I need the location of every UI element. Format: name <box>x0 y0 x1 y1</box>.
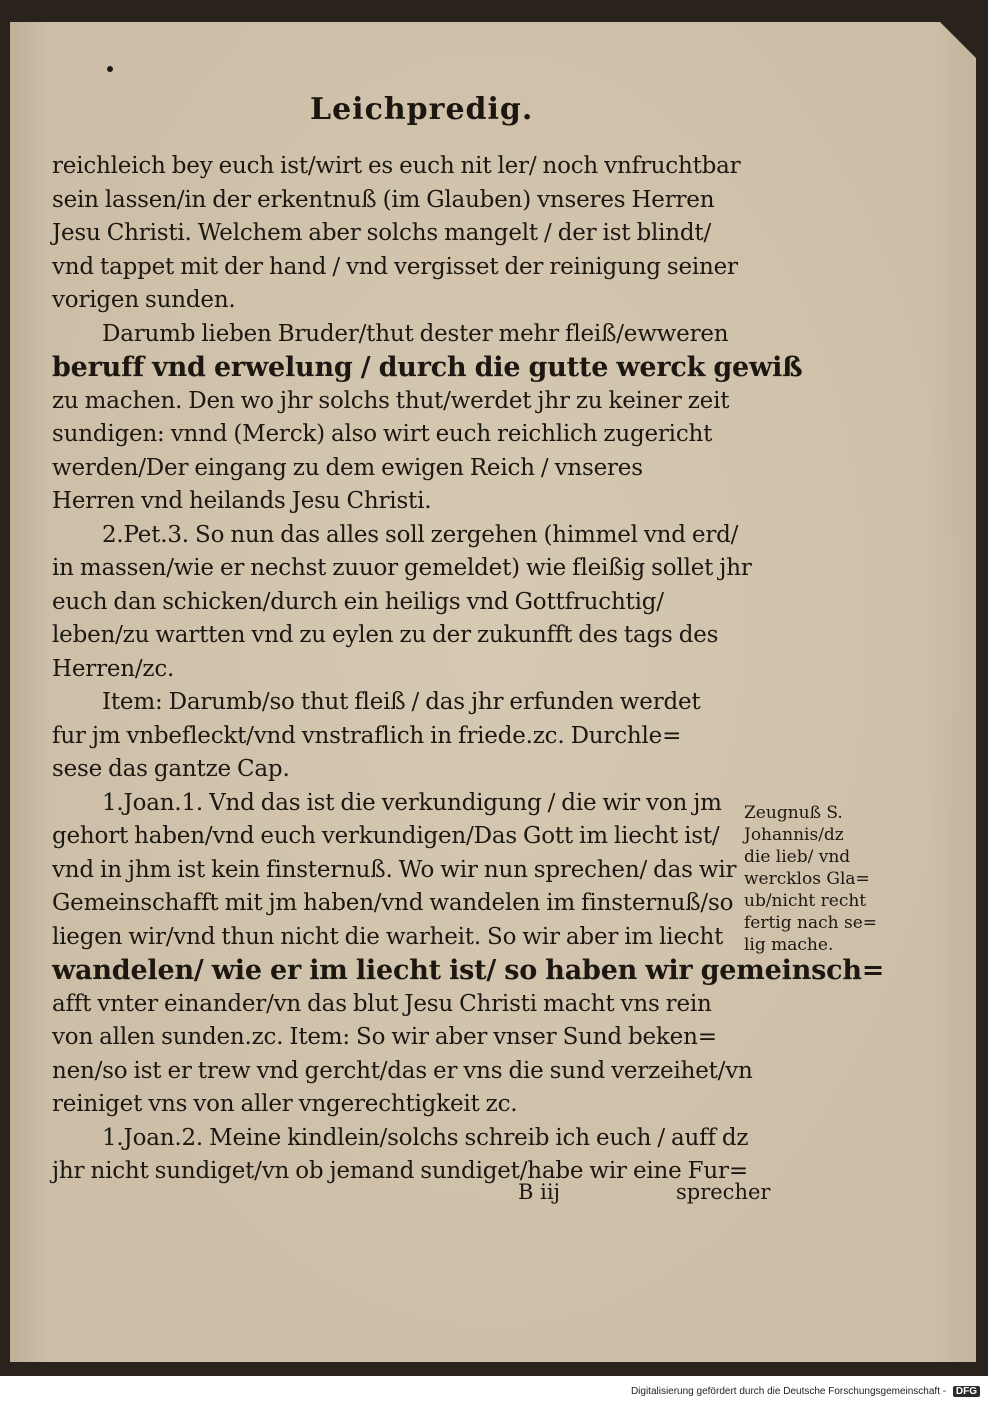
margin-note-line: wercklos Gla= <box>744 869 870 889</box>
margin-note-line: ub/nicht recht <box>744 891 867 911</box>
text-line: in massen/wie er nechst zuuor gemeldet) wie fleißig sollet jhr <box>52 555 752 581</box>
text-line: vorigen sunden. <box>52 287 236 313</box>
text-line: vnd in jhm ist kein finsternuß. Wo wir nun sprechen/ das wir <box>52 856 737 883</box>
text-line: leben/zu wartten vnd zu eylen zu der zukunfft des tags des <box>52 622 719 648</box>
margin-note-line: Johannis/dz <box>744 825 844 845</box>
text-line: sese das gantze Cap. <box>52 756 290 782</box>
text-line: afft vnter einander/vn das blut Jesu Christi macht vns rein <box>52 990 712 1017</box>
text-line: Herren vnd heilands Jesu Christi. <box>52 488 432 514</box>
text-line: euch dan schicken/durch ein heiligs vnd Gottfruchtig/ <box>52 588 664 615</box>
text-line: vnd tappet mit der hand / vnd vergisset der reinigung seiner <box>52 253 738 280</box>
text-line: Item: Darumb/so thut fleiß / das jhr erfunden werdet <box>102 689 701 715</box>
dfg-logo: DFG <box>953 1386 980 1397</box>
text-line: fur jm vnbefleckt/vnd vnstraflich in friede.zc. Durchle= <box>52 722 682 749</box>
text-line: 1.Joan.2. Meine kindlein/solchs schreib ich euch / auff dz <box>102 1124 749 1151</box>
footer-text: Digitalisierung gefördert durch die Deutsche Forschungsgemeinschaft - <box>630 1386 947 1397</box>
text-line: wandelen/ wie er im liecht ist/ so haben wir gemeinsch= <box>52 955 885 986</box>
ink-dot <box>107 66 113 72</box>
signature-mark: B iij <box>518 1180 561 1204</box>
text-line: Darumb lieben Bruder/thut dester mehr fleiß/ewweren <box>102 320 729 347</box>
text-line: nen/so ist er trew vnd gercht/das er vns die sund verzeihet/vn <box>52 1057 753 1084</box>
torn-corner <box>938 20 978 60</box>
margin-note-line: Zeugnuß S. <box>744 803 843 823</box>
text-line: 2.Pet.3. So nun das alles soll zergehen (himmel vnd erd/ <box>102 521 739 548</box>
text-line: werden/Der eingang zu dem ewigen Reich / vnseres <box>52 454 643 481</box>
text-line: von allen sunden.zc. Item: So wir aber vnser Sund beken= <box>52 1024 717 1050</box>
text-line: liegen wir/vnd thun nicht die warheit. So wir aber im liecht <box>52 923 724 950</box>
funding-footer <box>631 1386 980 1397</box>
text-line: Herren/zc. <box>52 655 175 682</box>
text-line: gehort haben/vnd euch verkundigen/Das Gott im liecht ist/ <box>52 823 720 849</box>
text-line: Jesu Christi. Welchem aber solchs mangelt / der ist blindt/ <box>52 220 712 246</box>
catchword: sprecher <box>676 1180 771 1204</box>
text-line: zu machen. Den wo jhr solchs thut/werdet jhr zu keiner zeit <box>52 387 730 414</box>
text-line: reiniget vns von aller vngerechtigkeit zc. <box>52 1091 518 1117</box>
text-line: jhr nicht sundiget/vn ob jemand sundiget/habe wir eine Fur= <box>52 1158 748 1184</box>
text-line: beruff vnd erwelung / durch die gutte werck gewiß <box>52 352 803 383</box>
margin-note-line: fertig nach se= <box>744 913 878 933</box>
margin-note-line: die lieb/ vnd <box>744 847 851 867</box>
text-line: Gemeinschafft mit jm haben/vnd wandelen im finsternuß/so <box>52 890 734 916</box>
page-header: Leichpredig. <box>310 92 534 127</box>
margin-note <box>744 802 904 956</box>
text-line: sundigen: vnnd (Merck) also wirt euch reichlich zugericht <box>52 421 713 447</box>
margin-note-line: lig mache. <box>744 935 834 955</box>
text-line: reichleich bey euch ist/wirt es euch nit ler/ noch vnfruchtbar <box>52 153 741 179</box>
text-line: 1.Joan.1. Vnd das ist die verkundigung / die wir von jm <box>102 789 722 816</box>
text-line: sein lassen/in der erkentnuß (im Glauben) vnseres Herren <box>52 186 715 213</box>
